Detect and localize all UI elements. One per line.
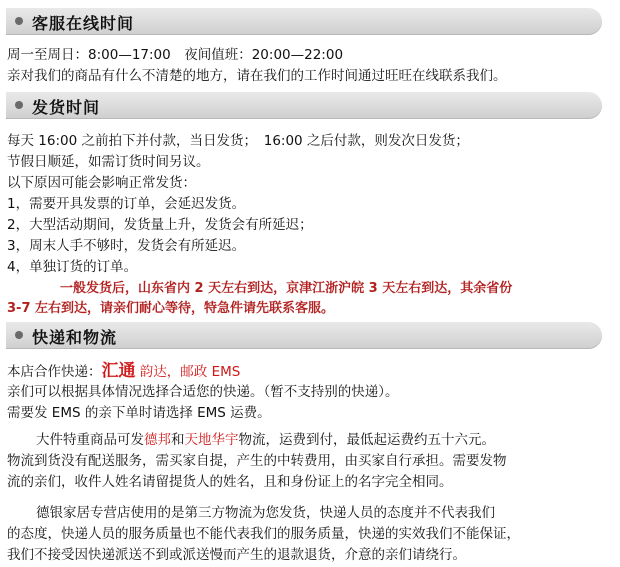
disclaimer-line: 的态度，快递人员的服务质量也不能代表我们的服务质量，快递的实效我们不能保证， [7, 526, 520, 542]
section-title: 快递和物流 [32, 328, 118, 347]
shipping-line: 1，需要开具发票的订单，会延迟发货。 [7, 196, 246, 212]
bulky-prefix: 大件特重商品可发 [36, 432, 144, 448]
section-title: 发货时间 [32, 98, 101, 117]
express-line: 需要发 EMS 的亲下单时请选择 EMS 运费。 [7, 405, 271, 421]
brand-debang: 德邦 [144, 432, 171, 448]
express-partners [7, 356, 240, 381]
partner-label: 本店合作快递： [7, 364, 102, 380]
bullet-dot-icon [15, 101, 23, 109]
bulky-line: 流的亲们，收件人姓名请留提货人的姓名，且和身份证上的名字完全相同。 [7, 474, 453, 490]
shipping-line: 每天 16:00 之前拍下并付款，当日发货； 16:00 之后付款，则发次日发货； [7, 133, 469, 149]
shipping-line: 2，大型活动期间，发货量上升，发货会有所延迟； [7, 217, 313, 233]
brand-tiandihuayu: 天地华宇 [184, 432, 239, 448]
bullet-dot-icon [15, 17, 23, 25]
service-hours: 周一至周日：8:00—17:00 夜间值班：20:00—22:00 [7, 47, 344, 63]
disclaimer-line: 我们不接受因快递派送不到或派送慢而产生的退款退货，介意的亲们请绕行。 [7, 547, 466, 563]
shipping-notice: 一般发货后，山东省内 2 天左右到达，京津江浙沪皖 3 天左右到达，其余省份 [60, 281, 513, 296]
bulky-suffix: 物流，运费到付，最低起运费约五十六元。 [238, 432, 495, 448]
bulky-and: 和 [171, 432, 185, 448]
bulky-freight-line [36, 428, 495, 448]
shipping-line: 节假日顺延，如需订货时间另议。 [7, 154, 210, 170]
shipping-line: 3，周末人手不够时，发货会有所延迟。 [7, 238, 246, 254]
section-header-express [6, 322, 602, 349]
express-line: 亲们可以根据具体情况选择合适您的快递。（暂不支持别的快递）。 [7, 384, 399, 400]
shipping-notice: 3-7 左右到达，请亲们耐心等待，特急件请先联系客服。 [7, 301, 335, 316]
disclaimer-line: 德银家居专营店使用的是第三方物流为您发货，快递人员的态度并不代表我们 [36, 505, 495, 521]
brand-others: 韵达，邮政 EMS [139, 364, 241, 380]
section-title: 客服在线时间 [32, 14, 135, 33]
bullet-dot-icon [15, 331, 23, 339]
bulky-line: 物流到货没有配送服务，需买家自提，产生的中转费用，由买家自行承担。需要发物 [7, 453, 507, 469]
service-note: 亲对我们的商品有什么不清楚的地方，请在我们的工作时间通过旺旺在线联系我们。 [7, 68, 507, 84]
shipping-line: 4，单独订货的订单。 [7, 259, 138, 275]
brand-huitong: 汇通 [101, 361, 136, 381]
section-header-shipping [6, 92, 602, 119]
shipping-line: 以下原因可能会影响正常发货： [7, 175, 196, 191]
section-header-service [6, 8, 602, 35]
